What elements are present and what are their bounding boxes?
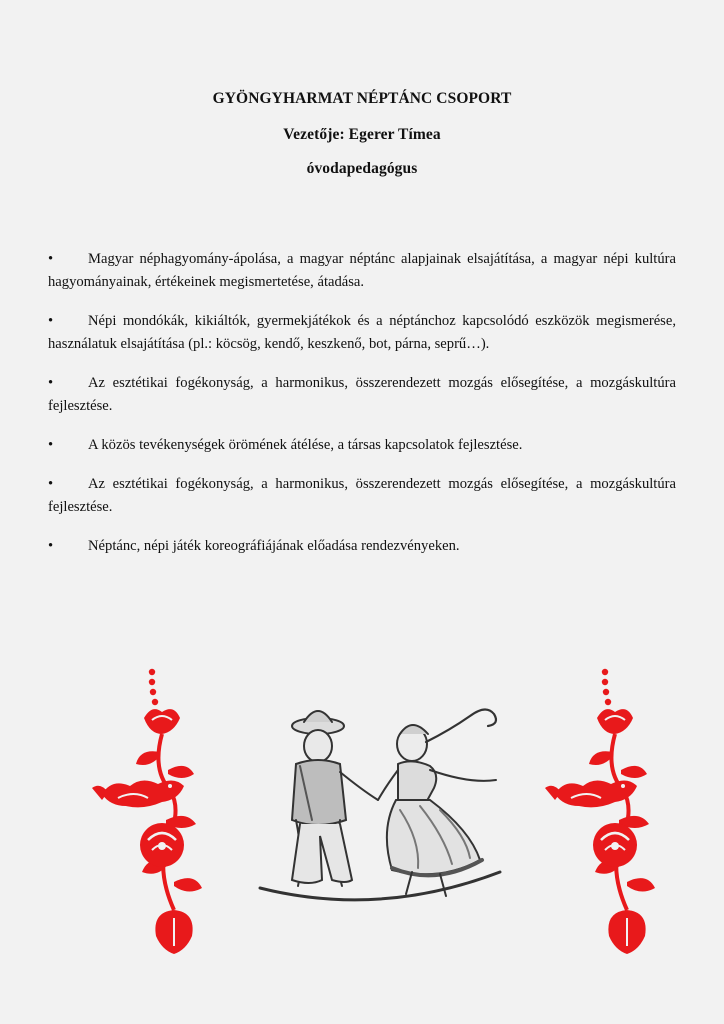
list-item-text: Az esztétikai fogékonyság, a harmonikus, összerendezett mozgás elősegítése, a mozgáskultúra fejlesztése.	[48, 375, 676, 414]
list-item	[48, 434, 676, 457]
bullet-dot: •	[48, 251, 54, 267]
list-item-text: Magyar néphagyomány-ápolása, a magyar néptánc alapjainak elsajátítása, a magyar népi kultúra hagyományainak, értékeinek megismertetése, átadása.	[48, 251, 676, 290]
list-item	[48, 372, 676, 418]
leader-line: Vezetője: Egerer Tímea	[283, 126, 441, 143]
list-item-text: Népi mondókák, kikiáltók, gyermekjátékok és a néptánchoz kapcsolódó eszközök megismerése, használatuk elsajátítása (pl.: köcsög, kendő, keszkenő, bot, párna, seprű…).	[48, 313, 676, 352]
list-item	[48, 535, 676, 558]
folk-flower-ornament-right-icon	[545, 669, 655, 954]
bullet-dot: •	[48, 375, 54, 391]
bullet-dot: •	[48, 313, 54, 329]
list-item	[48, 473, 676, 519]
list-item	[48, 310, 676, 356]
folk-dancers-icon	[260, 709, 500, 899]
list-item-text: A közös tevékenységek örömének átélése, a társas kapcsolatok fejlesztése.	[88, 437, 523, 453]
list-item-text: Az esztétikai fogékonyság, a harmonikus, összerendezett mozgás elősegítése, a mozgáskultúra fejlesztése.	[48, 476, 676, 515]
list-item	[48, 248, 676, 294]
folk-flower-ornament-left-icon	[92, 669, 202, 954]
bullet-list	[48, 248, 676, 574]
leader-role: óvodapedagógus	[306, 160, 418, 177]
bullet-dot: •	[48, 476, 54, 492]
list-item-text: Néptánc, népi játék koreográfiájának előadása rendezvényeken.	[88, 538, 460, 554]
bullet-dot: •	[48, 437, 54, 453]
document-title: GYÖNGYHARMAT NÉPTÁNC CSOPORT	[212, 90, 512, 107]
bullet-dot: •	[48, 538, 54, 554]
folk-art-illustration	[0, 660, 724, 960]
